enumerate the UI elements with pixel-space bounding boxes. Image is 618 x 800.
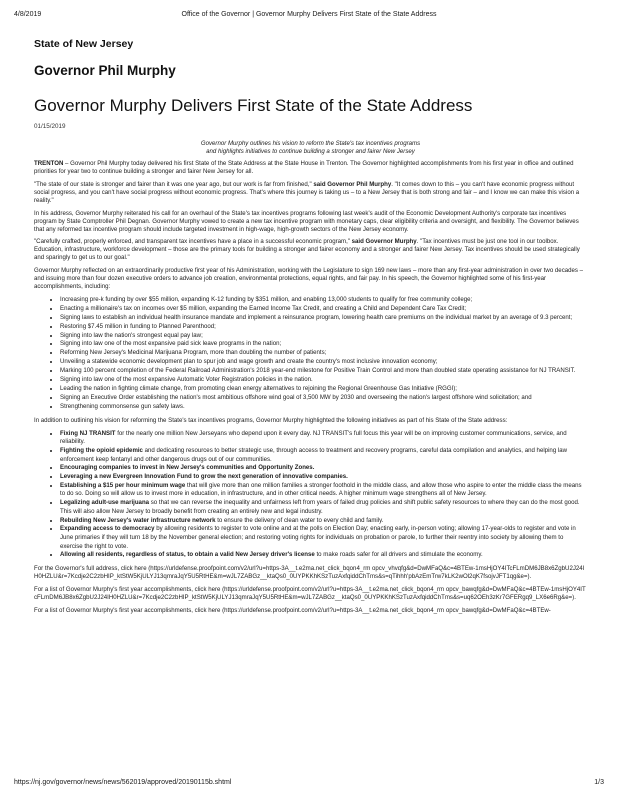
- print-footer: [14, 779, 604, 791]
- list-item: • Fighting the opioid epidemic and dedicating resources to better strategic use, through access to treatment and recovery programs, careful data compilation and analytics, and helping law enforcement keep fentanyl and other dangerous drugs out of our communities.: [60, 447, 587, 464]
- list-item: • Fixing NJ TRANSIT for the nearly one million New Jerseyans who depend upon it every day. NJ TRANSIT's full focus this year will be on improving customer communications, service, and reliability.: [60, 430, 587, 447]
- accomplishments-link-2[interactable]: For a list of Governor Murphy's first year accomplishments, click here (https://urldefense.proofpoint.com/v2/url?u=https-3A__t.e2ma.net_click_bqon4_rm opcv_bawqfg&d=DwMFaQ&c=4BTEw-: [34, 606, 551, 614]
- list-item: • Signing into law one of the most expansive Automatic Voter Registration policies in the nation.: [60, 376, 587, 385]
- list-item: • Encouraging companies to invest in New Jersey's communities and Opportunity Zones.: [60, 464, 587, 473]
- paragraph-quote-1: "The state of our state is stronger and fairer than it was one year ago, but our work is far from finished," said Governor Phil Murphy. "It comes down to this – you can't have economic progress without social progress, and you can't have social progress without economic progress. That's where this journey is taking us – to a New Jersey that is both strong and fair – and I know we can make this vision a reality.": [34, 181, 580, 204]
- initiatives-list: [34, 430, 587, 561]
- list-item: • Leading the nation in fighting climate change, from promoting clean energy alternatives to rejoining the Regional Greenhouse Gas Initiative (RGGI);: [60, 385, 587, 394]
- list-item: • Strengthening commonsense gun safety laws.: [60, 403, 587, 412]
- site-state-link[interactable]: State of New Jersey: [34, 38, 134, 50]
- list-item: • Enacting a millionaire's tax on incomes over $5 million, expanding the Earned Income Tax Credit, and creating a Child and Dependent Care Tax Credit;: [60, 305, 587, 314]
- full-address-link[interactable]: For the Governor's full address, click here (https://urldefense.proofpoint.com/v2/url?u=https-3A__t.e2ma.net_click_bqon4_rm opcv_vhvqfg&d=DwMFaQ&c=4BTEw-1msHjOY4ITcFLmDM6JB8x6ZgbU2J24IH0HZLU&r=7Kcdje2C2zbHIP_ktStW5KjULYJ13qmraJqY5U5RtHE&m=wJL7ZABGz__ktaQs0_0UYPKKhKSzTuzAxfqiddChTms&s=qTihhh'pbAzEmTrw7kLK2wOl2qK7fsojvJFT1qg&e=).: [34, 565, 585, 581]
- page-number: 1/3: [594, 779, 604, 786]
- list-item: • Signing into law the nation's strongest equal pay law;: [60, 332, 587, 341]
- list-item: • Allowing all residents, regardless of status, to obtain a valid New Jersey driver's license to make roads safer for all drivers and stimulate the economy.: [60, 551, 587, 560]
- print-header: [14, 11, 604, 23]
- article-subhead: Governor Murphy outlines his vision to reform the State's tax incentives programs and highlights initiatives to continue building a stronger and fairer New Jersey: [200, 140, 421, 155]
- list-item: • Signing an Executive Order establishing the nation's most ambitious offshore wind goal of 3,500 MW by 2030 and overseeing the nation's largest offshore wind solicitation; and: [60, 394, 587, 403]
- accomplishments-list: [34, 296, 587, 412]
- list-item: • Signing laws to establish an individual health insurance mandate and implement a reinsurance program, lowering health care premiums on the individual market by an average of 9.3 percent;: [60, 314, 587, 323]
- list-item: • Marking 100 percent completion of the Federal Railroad Administration's 2018 year-end milestone for Positive Train Control and more than doubled state operating assistance for NJ TRANSIT.: [60, 367, 587, 376]
- page-title: Governor Murphy Delivers First State of the State Address: [34, 96, 473, 115]
- paragraph-first-year: Governor Murphy reflected on an extraordinarily productive first year of his Administration, working with the Legislature to sign 169 new laws – more than any first-year administration in over two decades – and issuing more than four dozen executive orders to advance job creation, environmental protections, equal rights, and fair pay. In his speech, the Governor highlighted some of his first-year accomplishments, including:: [34, 267, 584, 290]
- list-item: • Unveiling a statewide economic development plan to spur job and wage growth and create the country's most inclusive innovation economy;: [60, 358, 587, 367]
- paragraph-initiatives-intro: In addition to outlining his vision for reforming the State's tax incentives programs, Governor Murphy highlighted the following initiatives as part of his State of the State address:: [34, 416, 508, 424]
- list-item: • Increasing pre-k funding by over $55 million, expanding K-12 funding by $351 million, and enabling 13,000 students to qualify for free community college;: [60, 296, 587, 305]
- list-item: • Legalizing adult-use marijuana so that we can reverse the inequality and unfairness left from years of failed drug policies and shift public safety resources to where they can do the most good. This will also allow New Jersey to broadly benefit from creating an entirely new and legal industry.: [60, 499, 587, 516]
- list-item: • Expanding access to democracy by allowing residents to register to vote online and at the polls on Election Day; enacting early, in-person voting; allowing 17-year-olds to register and vote in June primaries if they will turn 18 by the November general election; and restoring voting rights for individuals on probation or parole, to further their reentry into society by allowing them to exercise the right to vote.: [60, 525, 587, 551]
- list-item: • Establishing a $15 per hour minimum wage that will give more than one million families a stronger foothold in the middle class, and allow those who aspire to enter the middle class the means to do so. Doing so will allow us to invest more in education, in infrastructure, and in other critical needs. A higher minimum wage strengthens all of New Jersey.: [60, 482, 587, 499]
- publish-date: 01/15/2019: [34, 123, 66, 130]
- page-url: https://nj.gov/governor/news/news/562019/approved/20190115b.shtml: [14, 779, 232, 786]
- accomplishments-link[interactable]: For a list of Governor Murphy's first year accomplishments, click here (https://urldefense.proofpoint.com/v2/url?u=https-3A__t.e2ma.net_click_bqon4_rm opcv_bawqfg&d=DwMFaQ&c=4BTEw-1msHjOY4ITcFLmDM6JB8x6ZgbU2J24IH0HZLU&r=7Kcdje2C2zbHIP_ktStW5KjULYJ13qmraJqY5U5RtHE&m=wJL7ZABGz__ktaQs0_0UYPKKhKSzTuzAxfqiddChTms&s=uq62OEh3zKr7GFERgq9_LX6e6Rg&e=).: [34, 585, 586, 601]
- list-item: • Rebuilding New Jersey's water infrastructure network to ensure the delivery of clean water to every child and family.: [60, 517, 587, 526]
- list-item: • Restoring $7.45 million in funding to Planned Parenthood;: [60, 323, 587, 332]
- list-item: • Leveraging a new Evergreen Innovation Fund to grow the next generation of innovative companies.: [60, 473, 587, 482]
- paragraph-intro: TRENTON – Governor Phil Murphy today delivered his first State of the State Address at the State House in Trenton. The Governor highlighted accomplishments from his first year in office and outlined priorities for year two to continue building a stronger and fairer New Jersey for all.: [34, 160, 574, 176]
- article-body: [34, 140, 587, 620]
- list-item: • Reforming New Jersey's Medicinal Marijuana Program, more than doubling the number of patients;: [60, 349, 587, 358]
- print-date: 4/8/2019: [14, 11, 42, 18]
- site-governor-link[interactable]: Governor Phil Murphy: [34, 63, 176, 78]
- paragraph-quote-2: "Carefully crafted, properly enforced, and transparent tax incentives have a place in a successful economic program," said Governor Murphy. "Tax incentives must be just one tool in our toolbox. Education, infrastructure, workforce development – those are the primary tools for building a stronger and fairer economy and a stronger and fairer New Jersey. Tax incentives should be used strategically and sparingly to get us to our goal.": [34, 238, 580, 262]
- print-title: Office of the Governor | Governor Murphy Delivers First State of the State Address: [181, 11, 437, 18]
- dateline: TRENTON: [34, 160, 64, 168]
- list-item: • Signing into law one of the most expansive paid sick leave programs in the nation;: [60, 340, 587, 349]
- paragraph-tax-reform: In his address, Governor Murphy reiterated his call for an overhaul of the State's tax incentives programs following last week's audit of the Economic Development Authority's corporate tax incentives program by State Comptroller Phil Degnan. Governor Murphy vowed to create a new tax incentive program with monetary caps, clear eligibility criteria and oversight, and flexibility. The Governor believes that any reformed tax incentive program should include targeted investment in high-wage, high-growth sectors of the New Jersey economy.: [34, 209, 579, 233]
